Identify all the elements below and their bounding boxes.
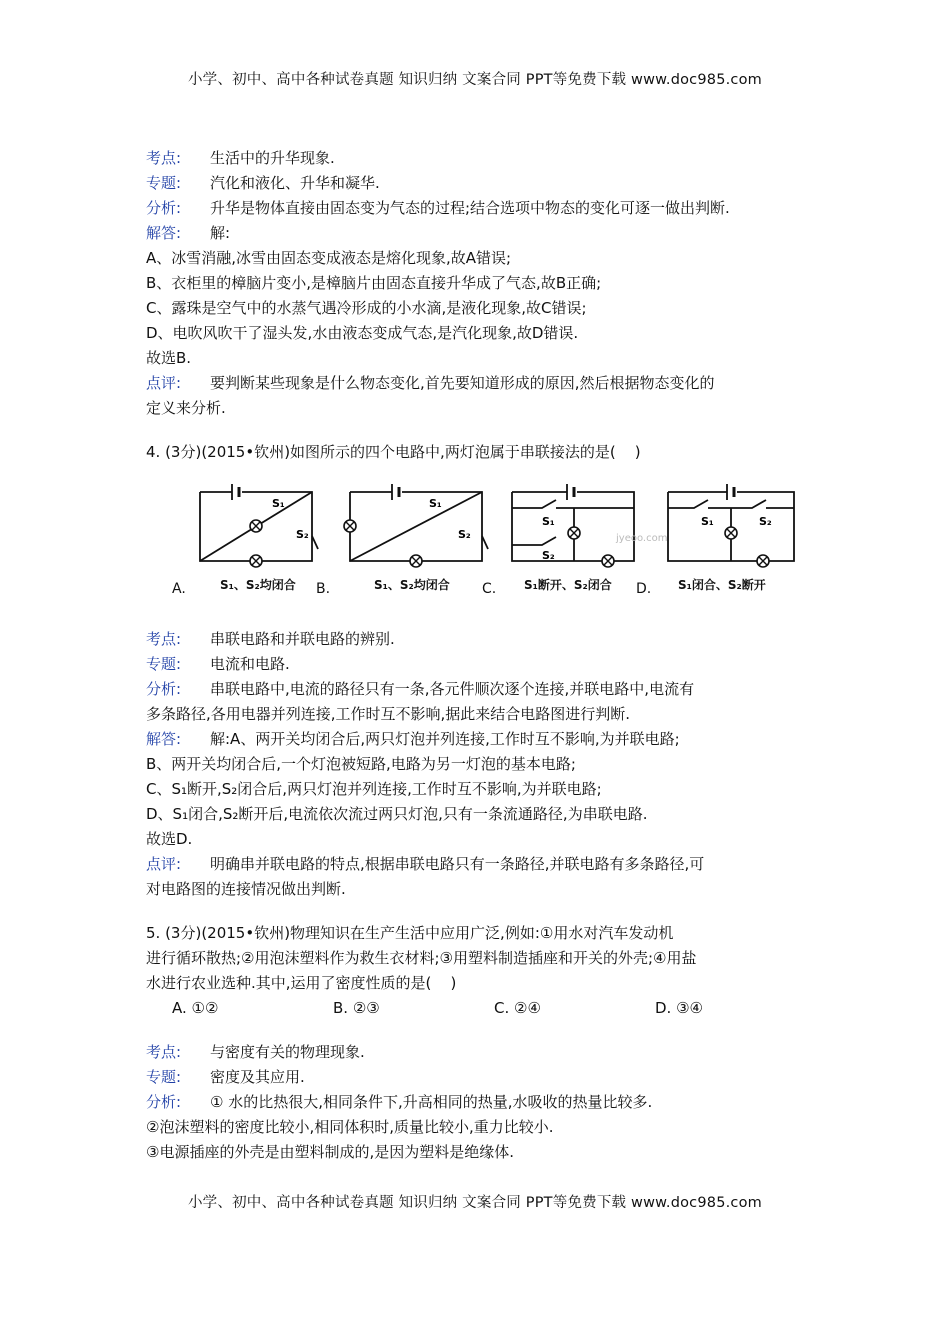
q4-dianping-2: 对电路图的连接情况做出判断. — [146, 880, 346, 898]
q5-zhuanti-row — [146, 1065, 816, 1090]
q4-answer-line: C、S₁断开,S₂闭合后,两只灯泡并列连接,工作时互不影响,为并联电路; — [146, 780, 602, 798]
spacer — [146, 421, 816, 440]
spacer — [146, 605, 816, 627]
kaodian-label: 考点: — [146, 149, 182, 167]
q4-fenxi-2: 多条路径,各用电器并列连接,工作时互不影响,据此来结合电路图进行判断. — [146, 705, 631, 723]
lamp-icon — [568, 527, 580, 539]
q3-zhuanti: 汽化和液化、升华和凝华. — [210, 174, 380, 192]
q4-circuit-figures — [146, 467, 816, 605]
q4-stem: 4. (3分)(2015•钦州)如图所示的四个电路中,两灯泡属于串联接法的是( ) — [146, 443, 641, 461]
page-footer: 小学、初中、高中各种试卷真题 知识归纳 文案合同 PPT等免费下载 www.doc985.com — [187, 1195, 763, 1211]
q4-dianping-1: 明确串并联电路的特点,根据串联电路只有一条路径,并联电路有多条路径,可 — [210, 855, 705, 873]
switch-s2-icon — [512, 537, 556, 545]
q3-jieda-row — [146, 221, 816, 246]
fenxi-label: 分析: — [146, 199, 182, 217]
q3-zhuanti-row — [146, 171, 816, 196]
q5-analysis-line: ②泡沫塑料的密度比较小,相同体积时,质量比较小,重力比较小. — [146, 1118, 554, 1136]
dianping-label: 点评: — [146, 855, 182, 873]
kaodian-label: 考点: — [146, 1043, 182, 1061]
jieda-label: 解答: — [146, 224, 182, 242]
q4-zhuanti: 电流和电路. — [210, 655, 290, 673]
q5-option-c: C. ②④ — [494, 999, 541, 1017]
q3-kaodian-row — [146, 146, 816, 171]
lamp-icon — [250, 520, 262, 532]
lamp-icon — [602, 555, 614, 567]
circuit-d — [668, 484, 794, 561]
lamp-icon — [725, 527, 737, 539]
q5-kaodian-row — [146, 1040, 816, 1065]
q3-answer-line: 故选B. — [146, 349, 192, 367]
q3-answer-line: A、冰雪消融,冰雪由固态变成液态是熔化现象,故A错误; — [146, 249, 512, 267]
q4-jieda-row — [146, 727, 816, 752]
q3-answer-line: B、衣柜里的樟脑片变小,是樟脑片由固态直接升华成了气态,故B正确; — [146, 274, 602, 292]
q3-answer-line: D、电吹风吹干了湿头发,水由液态变成气态,是汽化现象,故D错误. — [146, 324, 579, 342]
q5-zhuanti: 密度及其应用. — [210, 1068, 305, 1086]
page-header: 小学、初中、高中各种试卷真题 知识归纳 文案合同 PPT等免费下载 www.doc985.com — [187, 72, 763, 88]
q3-answer-line: C、露珠是空气中的水蒸气遇冷形成的小水滴,是液化现象,故C错误; — [146, 299, 587, 317]
q5-option-a: A. ①② — [172, 999, 219, 1017]
switch-s2-label: S₂ — [542, 549, 555, 562]
lamp-icon — [410, 555, 422, 567]
circuit-b-diagonal — [350, 492, 482, 561]
q5-option-b: B. ②③ — [333, 999, 380, 1017]
q5-option-d: D. ③④ — [655, 999, 703, 1017]
q4-jieda-first: 解:A、两开关均闭合后,两只灯泡并列连接,工作时互不影响,为并联电路; — [210, 730, 680, 748]
q5-stem-1: 5. (3分)(2015•钦州)物理知识在生产生活中应用广泛,例如:①用水对汽车发动机 — [146, 924, 674, 942]
switch-s2-label: S₂ — [759, 515, 772, 528]
fenxi-label: 分析: — [146, 1093, 182, 1111]
q3-fenxi: 升华是物体直接由固态变为气态的过程;结合选项中物态的变化可逐一做出判断. — [210, 199, 730, 217]
option-c-letter: C. — [482, 581, 497, 597]
q4-dianping-row — [146, 852, 816, 877]
jieda-label: 解答: — [146, 730, 182, 748]
option-b-caption: S₁、S₂均闭合 — [374, 578, 450, 592]
switch-s1-label: S₁ — [542, 515, 555, 528]
q5-fenxi: ① 水的比热很大,相同条件下,升高相同的热量,水吸收的热量比较多. — [210, 1093, 653, 1111]
q5-stem-3: 水进行农业选种.其中,运用了密度性质的是( ) — [146, 974, 457, 992]
q4-zhuanti-row — [146, 652, 816, 677]
lamp-icon — [757, 555, 769, 567]
spacer — [146, 902, 816, 921]
q4-answer-line: D、S₁闭合,S₂断开后,电流依次流过两只灯泡,只有一条流通路径,为串联电路. — [146, 805, 648, 823]
spacer — [146, 1021, 816, 1040]
option-a-letter: A. — [172, 581, 186, 597]
switch-s2-label: S₂ — [458, 528, 471, 541]
q5-stem-2: 进行循环散热;②用泡沫塑料作为救生衣材料;③用塑料制造插座和开关的外壳;④用盐 — [146, 949, 697, 967]
dianping-label: 点评: — [146, 374, 182, 392]
switch-s1-label: S₁ — [272, 497, 285, 510]
q5-analysis-line: ③电源插座的外壳是由塑料制成的,是因为塑料是绝缘体. — [146, 1143, 514, 1161]
switch-s1-label: S₁ — [701, 515, 714, 528]
q4-kaodian: 串联电路和并联电路的辨别. — [210, 630, 395, 648]
lamp-icon — [344, 520, 356, 532]
zhuanti-label: 专题: — [146, 655, 182, 673]
circuit-b — [350, 484, 488, 561]
switch-s1-icon — [512, 500, 634, 508]
q3-jieda-intro: 解: — [210, 224, 231, 242]
q4-kaodian-row — [146, 627, 816, 652]
switches-icon — [668, 500, 794, 508]
q3-dianping-1: 要判断某些现象是什么物态变化,首先要知道形成的原因,然后根据物态变化的 — [210, 374, 715, 392]
kaodian-label: 考点: — [146, 630, 182, 648]
q3-fenxi-row — [146, 196, 816, 221]
option-b-letter: B. — [316, 581, 331, 597]
document-body — [146, 146, 816, 1165]
zhuanti-label: 专题: — [146, 174, 182, 192]
q3-kaodian: 生活中的升华现象. — [210, 149, 335, 167]
q5-kaodian: 与密度有关的物理现象. — [210, 1043, 365, 1061]
option-d-caption: S₁闭合、S₂断开 — [678, 578, 766, 592]
q5-fenxi-row — [146, 1090, 816, 1115]
option-d-letter: D. — [636, 581, 652, 597]
q4-fenxi-row — [146, 677, 816, 702]
circuit-c — [512, 484, 634, 561]
q4-answer-line: 故选D. — [146, 830, 193, 848]
zhuanti-label: 专题: — [146, 1068, 182, 1086]
q4-answer-line: B、两开关均闭合后,一个灯泡被短路,电路为另一灯泡的基本电路; — [146, 755, 576, 773]
q5-options — [146, 996, 816, 1021]
option-c-caption: S₁断开、S₂闭合 — [524, 578, 612, 592]
q4-fenxi-1: 串联电路中,电流的路径只有一条,各元件顺次逐个连接,并联电路中,电流有 — [210, 680, 695, 698]
q3-dianping-2: 定义来分析. — [146, 399, 226, 417]
fenxi-label: 分析: — [146, 680, 182, 698]
watermark-text: jyeoo.com — [616, 533, 668, 544]
switch-s2-label: S₂ — [296, 528, 309, 541]
option-a-caption: S₁、S₂均闭合 — [220, 578, 296, 592]
lamp-icon — [250, 555, 262, 567]
switch-s1-label: S₁ — [429, 497, 442, 510]
q3-dianping-row — [146, 371, 816, 396]
